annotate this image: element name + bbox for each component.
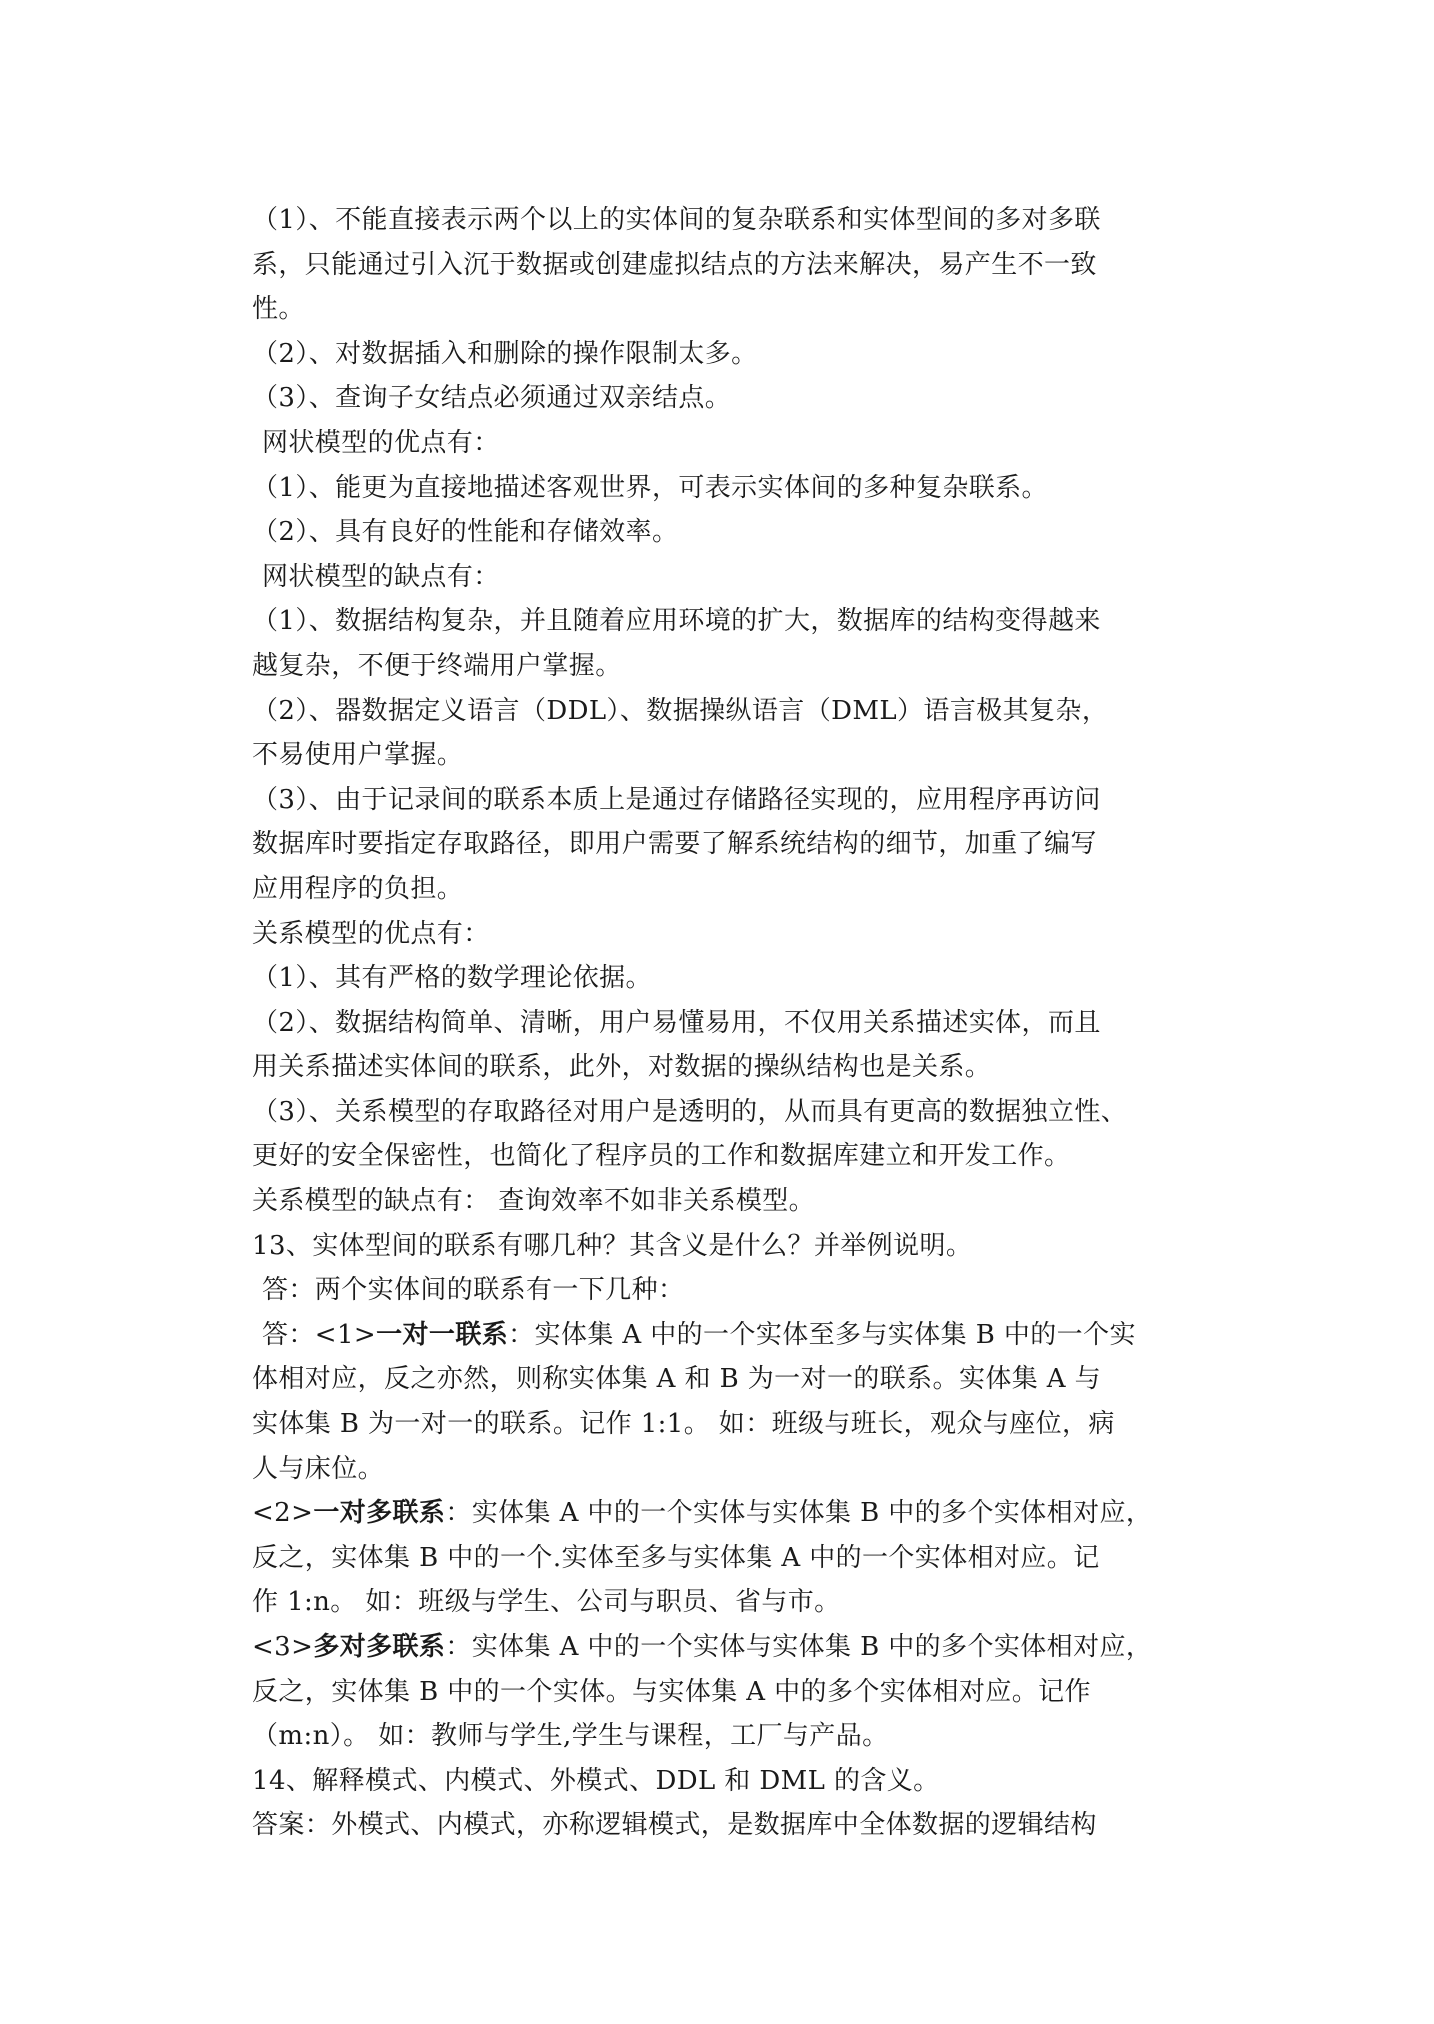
text-line: 数据库时要指定存取路径，即用户需要了解系统结构的细节，加重了编写 — [252, 829, 1097, 860]
relation-one-to-one — [252, 1313, 1202, 1358]
relation-text: ：实体集 A 中的一个实体至多与实体集 B 中的一个实 — [508, 1319, 1136, 1350]
text-line: 应用程序的负担。 — [252, 873, 464, 904]
text-line: （m:n）。 如：教师与学生,学生与课程，工厂与产品。 — [252, 1721, 889, 1752]
text-line: （1）、其有严格的数学理论依据。 — [252, 963, 652, 994]
text-line: 反之，实体集 B 中的一个.实体至多与实体集 A 中的一个实体相对应。记 — [252, 1542, 1100, 1573]
section-heading: 网状模型的优点有： — [262, 427, 500, 458]
text-line: （2）、具有良好的性能和存储效率。 — [252, 517, 679, 548]
relation-prefix: <3> — [252, 1632, 314, 1662]
text-line: 人与床位。 — [252, 1453, 385, 1484]
text-line: （3）、由于记录间的联系本质上是通过存储路径实现的，应用程序再访问 — [252, 784, 1101, 815]
section-heading: 网状模型的缺点有： — [262, 561, 500, 592]
text-line: （1）、能更为直接地描述客观世界，可表示实体间的多种复杂联系。 — [252, 472, 1048, 503]
relation-prefix: 答：<1> — [262, 1319, 377, 1350]
text-line: （2）、数据结构简单、清晰，用户易懂易用，不仅用关系描述实体，而且 — [252, 1007, 1101, 1038]
text-line: 越复杂，不便于终端用户掌握。 — [252, 650, 622, 681]
question-heading: 14、解释模式、内模式、外模式、DDL 和 DML 的含义。 — [252, 1765, 940, 1796]
text-line: 用关系描述实体间的联系，此外，对数据的操纵结构也是关系。 — [252, 1052, 992, 1083]
answer-line: 答：两个实体间的联系有一下几种： — [262, 1275, 685, 1306]
text-line: （3）、关系模型的存取路径对用户是透明的，从而具有更高的数据独立性、 — [252, 1096, 1128, 1127]
text-line: 不易使用户掌握。 — [252, 740, 464, 771]
text-line: （2）、器数据定义语言（DDL）、数据操纵语言（DML）语言极其复杂， — [252, 695, 1109, 726]
section-heading: 关系模型的优点有： — [252, 918, 490, 949]
relation-term: 一对多联系 — [313, 1498, 446, 1529]
relation-term: 一对一联系 — [376, 1319, 509, 1350]
text-line: 系，只能通过引入沉于数据或创建虚拟结点的方法来解决，易产生不一致 — [252, 249, 1097, 280]
text-line: 作 1:n。 如：班级与学生、公司与职员、省与市。 — [252, 1587, 841, 1618]
text-body — [252, 198, 1202, 1848]
text-line: （3）、查询子女结点必须通过双亲结点。 — [252, 383, 732, 414]
relation-one-to-many — [252, 1491, 1202, 1536]
relation-text: ：实体集 A 中的一个实体与实体集 B 中的多个实体相对应， — [445, 1498, 1153, 1529]
relation-prefix: <2> — [252, 1498, 314, 1529]
text-line: 实体集 B 为一对一的联系。记作 1:1。 如：班级与班长，观众与座位，病 — [252, 1409, 1115, 1440]
text-line: （2）、对数据插入和删除的操作限制太多。 — [252, 338, 758, 369]
relation-term: 多对多联系 — [313, 1632, 446, 1662]
relation-many-to-many — [252, 1625, 1202, 1670]
text-line: 更好的安全保密性，也简化了程序员的工作和数据库建立和开发工作。 — [252, 1141, 1071, 1172]
text-line: 性。 — [252, 294, 305, 325]
text-line: 反之，实体集 B 中的一个实体。与实体集 A 中的多个实体相对应。记作 — [252, 1676, 1091, 1707]
text-line: （1）、不能直接表示两个以上的实体间的复杂联系和实体型间的多对多联 — [252, 205, 1101, 235]
question-heading: 13、实体型间的联系有哪几种？其含义是什么？并举例说明。 — [252, 1230, 973, 1261]
text-line: （1）、数据结构复杂，并且随着应用环境的扩大，数据库的结构变得越来 — [252, 606, 1101, 637]
text-line: 体相对应，反之亦然，则称实体集 A 和 B 为一对一的联系。实体集 A 与 — [252, 1364, 1102, 1395]
relation-text: ：实体集 A 中的一个实体与实体集 B 中的多个实体相对应， — [445, 1632, 1153, 1662]
answer-line: 答案：外模式、内模式，亦称逻辑模式，是数据库中全体数据的逻辑结构 — [252, 1810, 1097, 1841]
text-line: 关系模型的缺点有： 查询效率不如非关系模型。 — [252, 1186, 816, 1217]
